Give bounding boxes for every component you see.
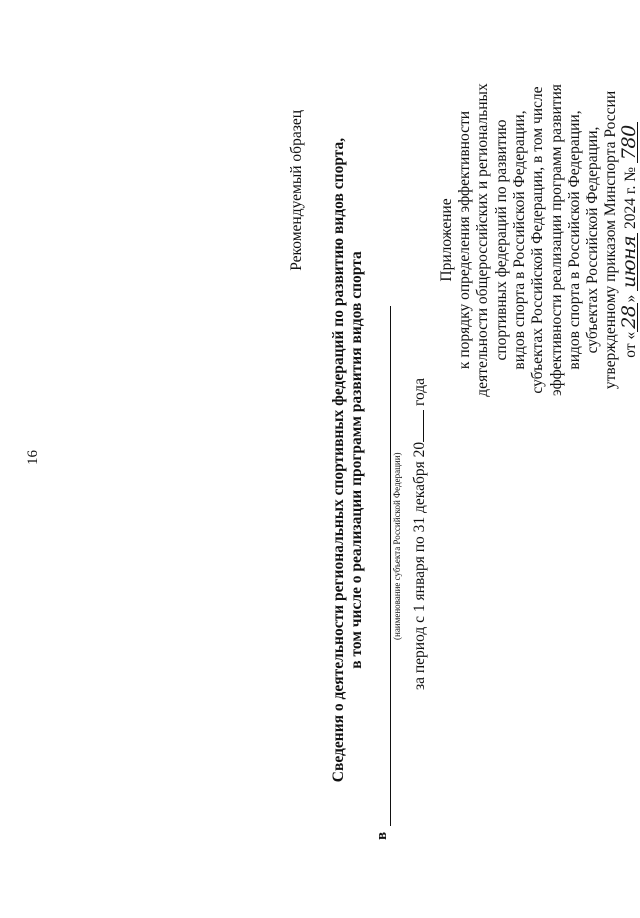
region-fill-line [376, 306, 391, 826]
title-line: в том числе о реализации программ развития видов спорта [348, 251, 365, 669]
appendix-line: к порядку определения эффективности [456, 110, 474, 370]
year-blank [411, 410, 424, 442]
period-line [411, 80, 429, 690]
region-row [374, 80, 391, 840]
document-title [330, 80, 366, 840]
region-prefix: в [374, 831, 390, 840]
page-number: 16 [25, 450, 41, 465]
title-line: Сведения о деятельности региональных спортивных федераций по развитию видов спорта, [330, 137, 347, 783]
handwritten-order-number: 780 [621, 122, 638, 163]
appendix-line: субъектах Российской Федерации, в том числе [529, 86, 547, 394]
handwritten-day: 28 [621, 303, 638, 332]
appendix-line: эффективности реализации программ развития [547, 84, 565, 396]
appendix-text [438, 40, 640, 440]
period-text: за период с 1 января по 31 декабря 20 [411, 441, 428, 690]
appendix-line: Приложение [437, 198, 455, 282]
appendix-line: спортивных федераций по развитию [492, 119, 510, 361]
form-header [288, 80, 460, 840]
appendix-line: утвержденному приказом Минспорта России [602, 90, 620, 390]
appendix-line: деятельности общероссийских и региональных [474, 83, 492, 397]
date-prefix: от « [621, 331, 639, 358]
date-year: 2024 г. № [621, 163, 639, 233]
appendix-line: видов спорта в Российской Федерации, [510, 110, 528, 370]
date-mid: » [621, 290, 639, 303]
order-date-line [617, 40, 640, 440]
period-year-word: года [411, 377, 428, 407]
appendix-line: видов спорта в Российской Федерации, [565, 110, 583, 370]
handwritten-month: июня [621, 233, 638, 291]
region-caption: (наименование субъекта Российской Федерации) [392, 452, 402, 640]
appendix-line: субъектах Российской Федерации, [584, 126, 602, 354]
recommended-sample-label: Рекомендуемый образец [288, 110, 305, 271]
